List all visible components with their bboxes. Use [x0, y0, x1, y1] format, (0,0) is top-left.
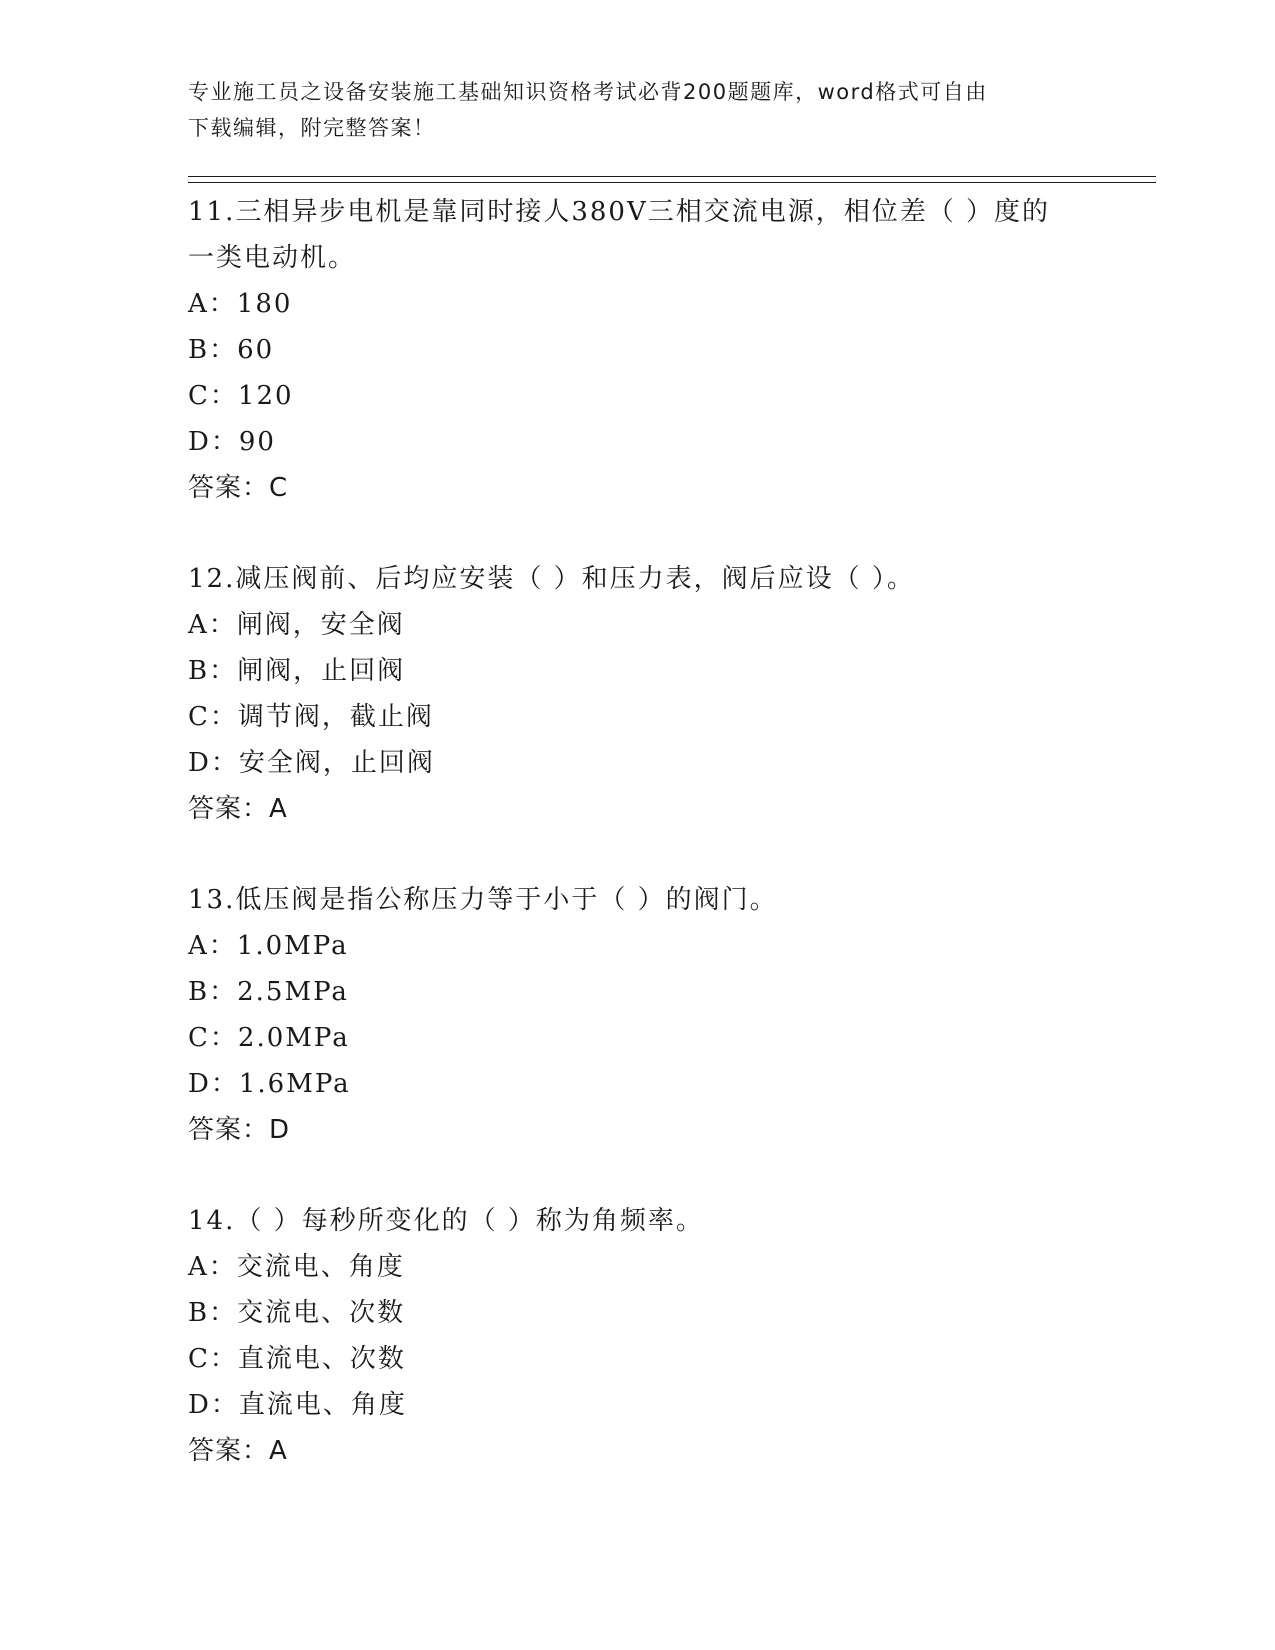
option-text: 调节阀，截止阀 — [237, 702, 434, 732]
question-12 — [188, 556, 1108, 832]
option-c — [188, 1015, 1108, 1061]
question-spacer — [188, 1153, 1108, 1198]
option-separator: ： — [210, 1069, 239, 1099]
option-letter: D — [188, 1069, 211, 1099]
question-14 — [188, 1198, 1108, 1474]
header-divider-top — [188, 176, 1156, 177]
option-text: 1.0MPa — [236, 931, 349, 961]
option-text: 180 — [236, 289, 293, 319]
option-separator: ： — [209, 1023, 238, 1053]
option-letter: D — [188, 427, 211, 457]
option-b — [188, 1290, 1108, 1336]
option-separator: ： — [209, 1298, 238, 1328]
option-letter: A — [188, 931, 209, 961]
option-c — [188, 373, 1108, 419]
option-separator: ： — [209, 977, 238, 1007]
option-text: 90 — [238, 427, 276, 457]
option-d — [188, 1061, 1108, 1107]
document-header — [188, 74, 1088, 146]
option-letter: A — [188, 289, 209, 319]
question-stem: 14.（ ）每秒所变化的（ ）称为角频率。 — [188, 1206, 704, 1236]
option-text: 交流电、次数 — [237, 1298, 406, 1328]
question-stem: 12.减压阀前、后均应安装（ ）和压力表，阀后应设（ ）。 — [188, 564, 915, 594]
option-text: 1.6MPa — [238, 1069, 351, 1099]
option-letter: B — [188, 977, 210, 1007]
question-stem: 11.三相异步电机是靠同时接人380V三相交流电源，相位差（ ）度的 — [188, 197, 1051, 227]
option-separator: ： — [209, 702, 238, 732]
question-stem: 13.低压阀是指公称压力等于小于（ ）的阀门。 — [188, 885, 778, 915]
question-13 — [188, 877, 1108, 1153]
option-text: 闸阀，安全阀 — [236, 610, 405, 640]
option-separator: ： — [208, 1252, 237, 1282]
option-a — [188, 923, 1108, 969]
option-separator: ： — [210, 427, 239, 457]
option-a — [188, 281, 1108, 327]
header-line-1: 专业施工员之设备安装施工基础知识资格考试必背200题题库，word格式可自由 — [188, 80, 988, 104]
answer-line: 答案：D — [188, 1115, 291, 1145]
option-text: 安全阀，止回阀 — [238, 748, 435, 778]
option-separator: ： — [209, 381, 238, 411]
option-letter: C — [188, 1023, 210, 1053]
option-a — [188, 1244, 1108, 1290]
option-text: 120 — [237, 381, 294, 411]
option-separator: ： — [210, 1390, 239, 1420]
option-a — [188, 602, 1108, 648]
option-text: 直流电、角度 — [238, 1390, 407, 1420]
option-separator: ： — [208, 931, 237, 961]
option-text: 2.5MPa — [237, 977, 349, 1007]
option-c — [188, 694, 1108, 740]
header-line-2: 下载编辑，附完整答案！ — [188, 116, 436, 140]
option-letter: B — [188, 335, 210, 365]
option-b — [188, 648, 1108, 694]
option-separator: ： — [210, 748, 239, 778]
option-separator: ： — [208, 289, 237, 319]
option-text: 2.0MPa — [237, 1023, 350, 1053]
option-c — [188, 1336, 1108, 1382]
answer-line: 答案：A — [188, 794, 288, 824]
question-11 — [188, 189, 1108, 511]
option-separator: ： — [209, 335, 238, 365]
answer-line: 答案：C — [188, 473, 289, 503]
option-d — [188, 419, 1108, 465]
option-b — [188, 969, 1108, 1015]
option-letter: C — [188, 381, 210, 411]
option-letter: C — [188, 1344, 210, 1374]
option-d — [188, 740, 1108, 786]
option-letter: B — [188, 1298, 210, 1328]
question-spacer — [188, 832, 1108, 877]
option-separator: ： — [209, 1344, 238, 1374]
option-letter: A — [188, 610, 209, 640]
option-text: 交流电、角度 — [236, 1252, 405, 1282]
question-stem-continued: 一类电动机。 — [188, 243, 357, 273]
question-spacer — [188, 511, 1108, 556]
option-letter: B — [188, 656, 210, 686]
question-list — [188, 189, 1108, 1474]
option-letter: D — [188, 748, 211, 778]
option-b — [188, 327, 1108, 373]
answer-line: 答案：A — [188, 1436, 288, 1466]
option-text: 直流电、次数 — [237, 1344, 406, 1374]
option-text: 闸阀，止回阀 — [237, 656, 406, 686]
header-divider-bottom — [188, 182, 1156, 183]
option-letter: A — [188, 1252, 209, 1282]
option-letter: C — [188, 702, 210, 732]
option-text: 60 — [237, 335, 275, 365]
option-separator: ： — [208, 610, 237, 640]
option-d — [188, 1382, 1108, 1428]
option-separator: ： — [209, 656, 238, 686]
option-letter: D — [188, 1390, 211, 1420]
